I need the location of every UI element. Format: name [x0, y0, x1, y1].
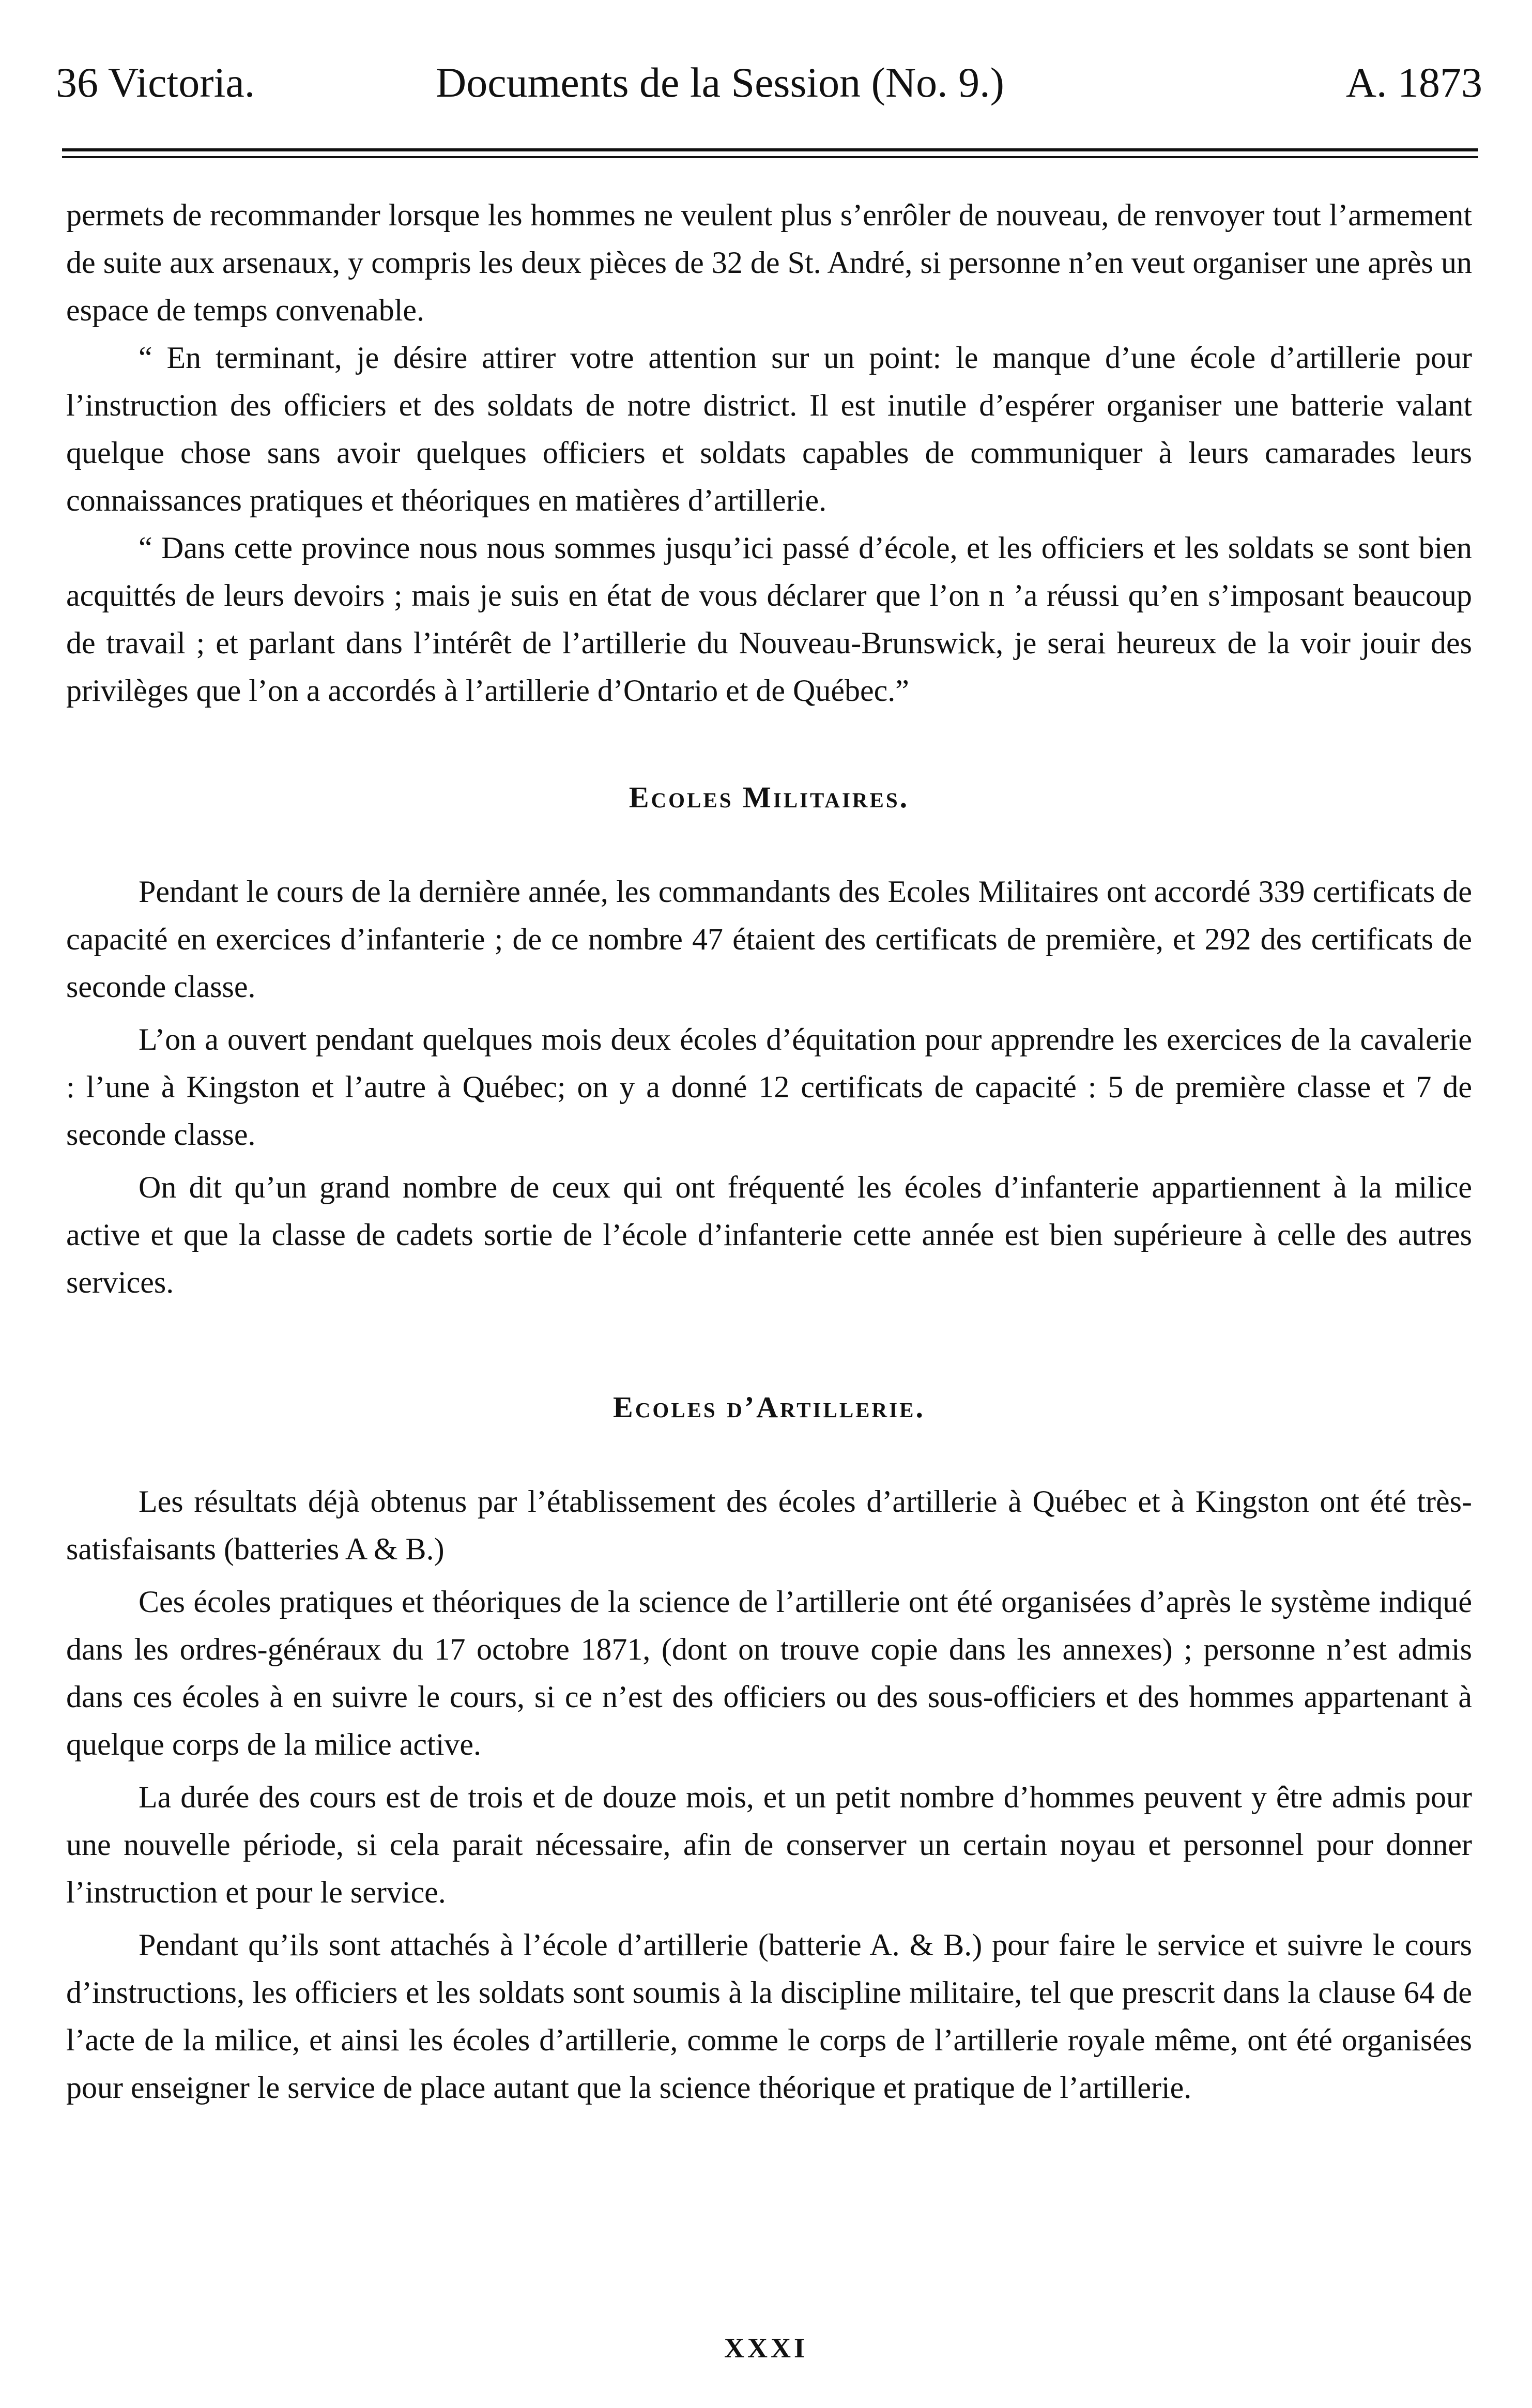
- running-header: [56, 54, 1482, 111]
- header-year: A. 1873: [1345, 59, 1482, 106]
- header-title: Documents de la Session (No. 9.): [436, 59, 1004, 106]
- header-volume: 36 Victoria.: [56, 59, 255, 106]
- header-rule-top: [62, 148, 1478, 151]
- paragraph: Ces écoles pratiques et théoriques de la science de l’artillerie ont été organisées d’après le système indiqué dans les ordres-généraux du 17 octobre 1871, (dont on trouve copie dans les annexes) ; personne n’est admis dans ces écoles à en suivre le cours, si ce n’est des officiers ou des sous-officiers et des hommes appartenant à quelque corps de la milice active.: [66, 1585, 1472, 1761]
- page-number: XXXI: [724, 2333, 808, 2364]
- paragraph: L’on a ouvert pendant quelques mois deux écoles d’équitation pour apprendre les exercices de la cavalerie : l’une à Kingston et l’autre à Québec; on y a donné 12 certificats de capacité : 5 de première classe et 7 de seconde classe.: [66, 1022, 1472, 1152]
- section-heading-ecoles-militaires: Ecoles Militaires.: [629, 780, 910, 814]
- paragraph: Les résultats déjà obtenus par l’établissement des écoles d’artillerie à Québec et à Kingston ont été très-satisfaisants (batteries A & B.): [66, 1484, 1472, 1566]
- paragraph: “ En terminant, je désire attirer votre attention sur un point: le manque d’une école d’artillerie pour l’instruction des officiers et des soldats de notre district. Il est inutile d’espérer organiser une batterie valant quelque chose sans avoir quelques officiers et soldats capables de communiquer à leurs camarades leurs connaissances pratiques et théoriques en matières d’artillerie.: [66, 341, 1472, 517]
- paragraph: permets de recommander lorsque les hommes ne veulent plus s’enrôler de nouveau, de renvoyer tout l’armement de suite aux arsenaux, y compris les deux pièces de 32 de St. André, si personne n’en veut organiser une après un espace de temps convenable.: [66, 198, 1472, 327]
- page-body: [66, 191, 1472, 2111]
- paragraph: Pendant le cours de la dernière année, les commandants des Ecoles Militaires ont accordé 339 certificats de capacité en exercices d’infanterie ; de ce nombre 47 étaient des certificats de première, et 292 des certificats de seconde classe.: [66, 875, 1472, 1004]
- paragraph: Pendant qu’ils sont attachés à l’école d’artillerie (batterie A. & B.) pour faire le service et suivre le cours d’instructions, les officiers et les soldats sont soumis à la discipline militaire, tel que prescrit dans la clause 64 de l’acte de la milice, et ainsi les écoles d’artillerie, comme le corps de l’artillerie royale même, ont été organisées pour enseigner le service de place autant que la science théorique et pratique de l’artillerie.: [66, 1928, 1472, 2105]
- paragraph: “ Dans cette province nous nous sommes jusqu’ici passé d’école, et les officiers et les soldats se sont bien acquittés de leurs devoirs ; mais je suis en état de vous déclarer que l’on n ’a réussi qu’en s’imposant beaucoup de travail ; et parlant dans l’intérêt de l’artillerie du Nouveau-Brunswick, je serai heureux de la voir jouir des privilèges que l’on a accordés à l’artillerie d’Ontario et de Québec.”: [66, 531, 1472, 708]
- header-rule-bottom: [62, 156, 1478, 158]
- paragraph: On dit qu’un grand nombre de ceux qui ont fréquenté les écoles d’infanterie appartiennent à la milice active et que la classe de cadets sortie de l’école d’infanterie cette année est bien supérieure à celle des autres services.: [66, 1170, 1472, 1299]
- paragraph: La durée des cours est de trois et de douze mois, et un petit nombre d’hommes peuvent y être admis pour une nouvelle période, si cela parait nécessaire, afin de conserver un certain noyau et personnel pour donner l’instruction et pour le service.: [66, 1780, 1472, 1909]
- section-heading-ecoles-artillerie: Ecoles d’Artillerie.: [613, 1390, 925, 1424]
